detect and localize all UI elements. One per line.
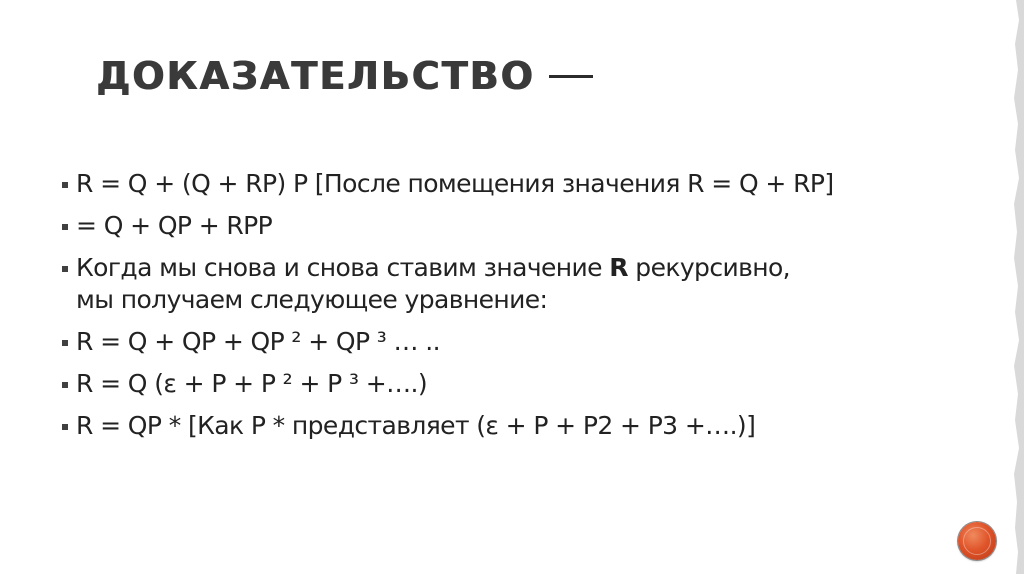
bullet-item — [62, 210, 992, 242]
bullet-item — [62, 326, 992, 358]
bullet-item — [62, 368, 992, 400]
bullet-list — [62, 168, 992, 452]
bullet-item — [62, 410, 992, 442]
bullet-text: R = Q (ε + P + P ² + P ³ +….) — [76, 369, 427, 398]
bullet-text: рекурсивно, — [627, 253, 791, 282]
slide-title — [96, 54, 593, 98]
rough-edge-decoration — [1002, 0, 1024, 574]
bullet-item — [62, 168, 992, 200]
circle-button-icon[interactable] — [958, 522, 996, 560]
bullet-text: Когда мы снова и снова ставим значение — [76, 253, 610, 282]
bullet-text: R = Q + (Q + RP) P [После помещения значения R = Q + RP] — [76, 169, 834, 198]
bullet-item — [62, 252, 992, 316]
slide-title-text: ДОКАЗАТЕЛЬСТВО — [96, 54, 535, 98]
bullet-text: R = Q + QP + QP ² + QP ³ … .. — [76, 327, 440, 356]
bullet-bold-variable: R — [609, 253, 628, 282]
bullet-text: = Q + QP + RPP — [76, 211, 273, 240]
title-rule — [549, 75, 593, 78]
bullet-text: R = QP * [Как P * представляет (ε + P + P2 + P3 +….)] — [76, 411, 756, 440]
bullet-text-continuation: мы получаем следующее уравнение: — [76, 285, 548, 314]
